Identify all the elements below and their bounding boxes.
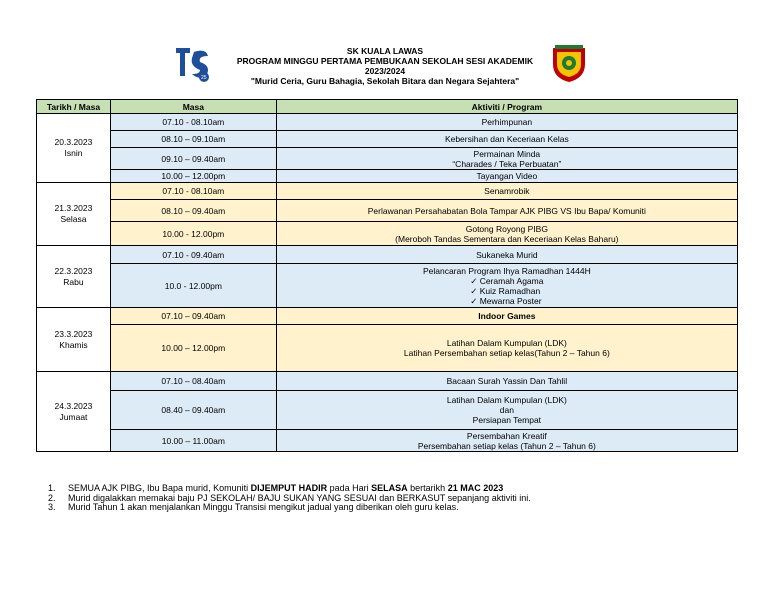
activity-cell	[276, 308, 737, 325]
date-cell	[37, 114, 111, 183]
school-crest-logo	[551, 44, 587, 84]
time-cell: 07.10 – 09.40am	[110, 308, 276, 325]
activity-line: Persembahan setiap kelas (Tahun 2 – Tahun 6)	[417, 440, 596, 451]
date-text: 21.3.2023	[54, 203, 93, 213]
day-name: Isnin	[64, 148, 83, 158]
activity-cell	[276, 170, 737, 183]
header-activity: Aktiviti / Program	[276, 100, 737, 114]
activity-line: Pelancaran Program Ihya Ramadhan 1444H	[422, 265, 591, 276]
activity-line: Latihan Persembahan setiap kelas(Tahun 2 – Tahun 6)	[403, 348, 610, 358]
activity-cell	[276, 264, 737, 308]
activity-line: (Meroboh Tandas Sementara dan Keceriaan Kelas Baharu)	[395, 233, 619, 244]
time-cell: 10.00 – 12.00pm	[110, 170, 276, 183]
table-row	[37, 131, 738, 148]
activity-line: Perlawanan Persahabatan Bola Tampar AJK PIBG VS Ibu Bapa/ Komuniti	[367, 205, 646, 216]
time-cell: 07.10 – 08.40am	[110, 372, 276, 391]
activity-line: Latihan Dalam Kumpulan (LDK)	[446, 395, 567, 405]
svg-text:25: 25	[201, 75, 207, 81]
checklist-item: ✓ Ceramah Agama	[470, 275, 544, 286]
session-year: 2023/2024	[364, 66, 406, 76]
note-item: 1. SEMUA AJK PIBG, Ibu Bapa murid, Komuniti DIJEMPUT HADIR pada Hari SELASA bertarikh 21 MAC 2023	[48, 483, 504, 493]
activity-line: Bacaan Surah Yassin Dan Tahlil	[446, 376, 568, 386]
checkmark-icon: ✓	[470, 285, 480, 296]
checklist-item: ✓ Mewarna Poster	[470, 295, 542, 306]
checkmark-icon: ✓	[470, 295, 480, 306]
activity-line: “Charades / Teka Perbuatan”	[452, 158, 562, 169]
program-title: PROGRAM MINGGU PERTAMA PEMBUKAAN SEKOLAH SESI AKADEMIK	[236, 56, 534, 66]
table-row	[37, 148, 738, 170]
checklist-item: ✓ Kuiz Ramadhan	[470, 285, 541, 296]
activity-line: Indoor Games	[478, 311, 536, 321]
activity-line: Latihan Dalam Kumpulan (LDK)	[446, 338, 567, 348]
activity-cell	[276, 391, 737, 430]
activity-cell	[276, 246, 737, 264]
activity-line: Persiapan Tempat	[472, 415, 542, 425]
table-row	[37, 183, 738, 200]
schedule-table	[36, 99, 738, 452]
activity-line: Tayangan Video	[476, 171, 538, 181]
time-cell: 10.0 - 12.00pm	[110, 264, 276, 308]
date-text: 23.3.2023	[54, 328, 93, 339]
table-row	[37, 114, 738, 131]
day-name: Jumaat	[59, 411, 88, 422]
table-row	[37, 222, 738, 246]
day-name: Khamis	[59, 339, 88, 350]
table-header-row	[37, 100, 738, 114]
school-name: SK KUALA LAWAS	[346, 46, 424, 56]
table-row	[37, 372, 738, 391]
time-cell: 08.10 – 09.10am	[110, 131, 276, 148]
table-row	[37, 391, 738, 430]
date-cell	[37, 246, 111, 308]
activity-line: Senamrobik	[484, 186, 530, 196]
activity-cell	[276, 148, 737, 170]
note-item: 3. Murid Tahun 1 akan menjalankan Minggu Transisi mengikut jadual yang diberikan oleh guru kelas.	[48, 502, 459, 512]
activity-cell	[276, 222, 737, 246]
time-cell: 10.00 - 12.00pm	[110, 222, 276, 246]
date-text: 24.3.2023	[54, 400, 93, 411]
checkmark-icon: ✓	[470, 275, 480, 286]
checklist	[470, 276, 543, 306]
activity-cell	[276, 114, 737, 131]
date-cell	[37, 183, 111, 246]
motto: "Murid Ceria, Guru Bahagia, Sekolah Bitara dan Negara Sejahtera"	[250, 76, 520, 86]
notes-list	[48, 484, 531, 513]
time-cell: 07.10 - 08.10am	[110, 183, 276, 200]
header-date: Tarikh / Masa	[37, 100, 111, 114]
activity-line: Perhimpunan	[481, 117, 533, 127]
table-row	[37, 200, 738, 222]
activity-cell	[276, 325, 737, 372]
date-cell	[37, 308, 111, 372]
time-cell: 08.40 – 09.40am	[110, 391, 276, 430]
time-cell: 08.10 – 09.40am	[110, 200, 276, 222]
time-cell: 07.10 - 09.40am	[110, 246, 276, 264]
table-row	[37, 430, 738, 452]
activity-line: Gotong Royong PIBG	[465, 223, 548, 234]
activity-line: Sukaneka Murid	[476, 249, 538, 260]
activity-cell	[276, 131, 737, 148]
date-cell	[37, 372, 111, 452]
day-name: Selasa	[60, 214, 87, 224]
activity-cell	[276, 183, 737, 200]
activity-line: Persembahan Kreatif	[466, 430, 547, 441]
table-row	[37, 264, 738, 308]
document-header	[0, 44, 768, 94]
table-row	[37, 308, 738, 325]
activity-line: Permainan Minda	[473, 148, 541, 159]
activity-line: dan	[499, 405, 514, 415]
note-item: 2. Murid digalakkan memakai baju PJ SEKOLAH/ BAJU SUKAN YANG SESUAI dan BERKASUT sepanjang aktiviti ini.	[48, 492, 531, 503]
activity-line: Kebersihan dan Keceriaan Kelas	[444, 134, 569, 144]
header-time: Masa	[110, 100, 276, 114]
activity-cell	[276, 200, 737, 222]
date-text: 20.3.2023	[54, 137, 93, 147]
time-cell: 10.00 – 12.00pm	[110, 325, 276, 372]
day-name: Rabu	[63, 276, 84, 287]
time-cell: 10.00 – 11.00am	[110, 430, 276, 452]
time-cell: 09.10 – 09.40am	[110, 148, 276, 170]
table-row	[37, 170, 738, 183]
time-cell: 07.10 - 08.10am	[110, 114, 276, 131]
table-row	[37, 325, 738, 372]
date-text: 22.3.2023	[54, 265, 93, 276]
activity-cell	[276, 372, 737, 391]
table-row	[37, 246, 738, 264]
activity-cell	[276, 430, 737, 452]
